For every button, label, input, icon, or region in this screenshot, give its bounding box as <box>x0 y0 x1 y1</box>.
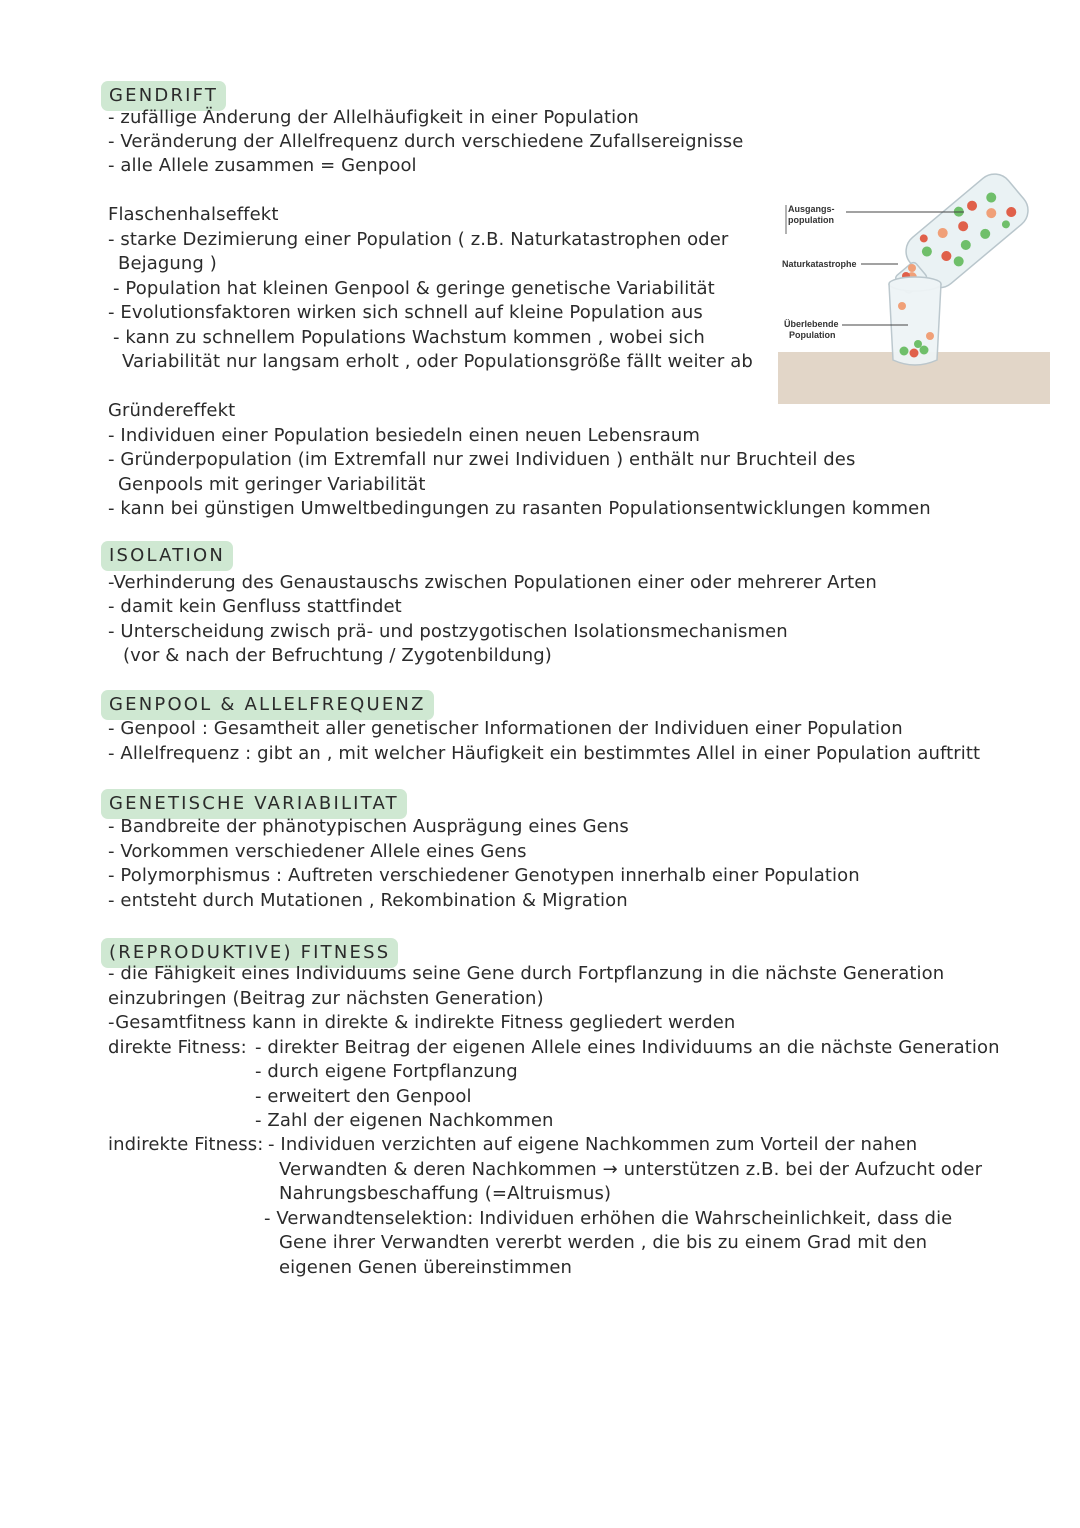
indirect-fitness-label: indirekte Fitness: <box>108 1134 264 1155</box>
flaschenhals-line: - kann zu schnellem Populations Wachstum kommen , wobei sich <box>113 327 705 348</box>
variabilitaet-line: - Polymorphismus : Auftreten verschiedener Genotypen innerhalb einer Population <box>108 865 860 886</box>
isolation-line: - damit kein Genfluss stattfindet <box>108 596 402 617</box>
label-ausgangspopulation-2: population <box>788 215 834 225</box>
gruender-title: Gründereffekt <box>108 400 236 421</box>
fitness-line: einzubringen (Beitrag zur nächsten Generation) <box>108 988 544 1009</box>
heading-genpool: GENPOOL & ALLELFREQUENZ <box>101 690 434 720</box>
isolation-line: -Verhinderung des Genaustauschs zwischen Populationen einer oder mehrerer Arten <box>108 572 877 593</box>
indirect-fitness-line: - Individuen verzichten auf eigene Nachkommen zum Vorteil der nahen <box>268 1134 918 1155</box>
label-naturkatastrophe: Naturkatastrophe <box>782 259 857 269</box>
direct-fitness-line: - Zahl der eigenen Nachkommen <box>255 1110 554 1131</box>
indirect-fitness-line: - Verwandtenselektion: Individuen erhöhen die Wahrscheinlichkeit, dass die <box>264 1208 953 1229</box>
direct-fitness-label: direkte Fitness: <box>108 1037 247 1058</box>
glass-icon <box>889 277 941 365</box>
heading-variabilitaet: GENETISCHE VARIABILITAT <box>101 789 407 819</box>
flaschenhals-line: - starke Dezimierung einer Population ( z.B. Naturkatastrophen oder <box>108 229 729 250</box>
gruender-line: - Individuen einer Population besiedeln einen neuen Lebensraum <box>108 425 701 446</box>
flaschenhals-line: Bejagung ) <box>118 253 217 274</box>
label-ueberlebende-2: Population <box>789 330 836 340</box>
indirect-fitness-line: Verwandten & deren Nachkommen → unterstützen z.B. bei der Aufzucht oder <box>279 1159 983 1180</box>
heading-fitness: (REPRODUKTIVE) FITNESS <box>101 938 398 968</box>
gendrift-line: - alle Allele zusammen = Genpool <box>108 155 417 176</box>
heading-gendrift: GENDRIFT <box>101 81 226 111</box>
indirect-fitness-line: eigenen Genen übereinstimmen <box>279 1257 573 1278</box>
flaschenhals-line: - Population hat kleinen Genpool & geringe genetische Variabilität <box>113 278 715 299</box>
gruender-line: Genpools mit geringer Variabilität <box>118 474 426 495</box>
flaschenhals-line: Variabilität nur langsam erholt , oder Populationsgröße fällt weiter ab <box>122 351 753 372</box>
variabilitaet-line: - Vorkommen verschiedener Allele eines Gens <box>108 841 527 862</box>
genpool-line: - Genpool : Gesamtheit aller genetischer Informationen der Individuen einer Population <box>108 718 903 739</box>
indirect-fitness-line: Gene ihrer Verwandten vererbt werden , die bis zu einem Grad mit den <box>279 1232 928 1253</box>
gendrift-line: - zufällige Änderung der Allelhäufigkeit in einer Population <box>108 107 639 128</box>
gruender-line: - kann bei günstigen Umweltbedingungen zu rasanten Populationsentwicklungen kommen <box>108 498 931 519</box>
direct-fitness-line: - erweitert den Genpool <box>255 1086 472 1107</box>
fitness-line: - die Fähigkeit eines Individuums seine Gene durch Fortpflanzung in die nächste Generation <box>108 963 945 984</box>
variabilitaet-line: - entsteht durch Mutationen , Rekombination & Migration <box>108 890 628 911</box>
flaschenhals-title: Flaschenhalseffekt <box>108 204 279 225</box>
gruender-line: - Gründerpopulation (im Extremfall nur zwei Individuen ) enthält nur Bruchteil des <box>108 449 856 470</box>
isolation-line: (vor & nach der Befruchtung / Zygotenbildung) <box>123 645 552 666</box>
isolation-line: - Unterscheidung zwisch prä- und postzygotischen Isolationsmechanismen <box>108 621 788 642</box>
heading-isolation: ISOLATION <box>101 541 233 571</box>
direct-fitness-line: - durch eigene Fortpflanzung <box>255 1061 518 1082</box>
label-ausgangspopulation-1: Ausgangs- <box>788 204 835 214</box>
gendrift-line: - Veränderung der Allelfrequenz durch verschiedene Zufallsereignisse <box>108 131 744 152</box>
label-ueberlebende-1: Überlebende <box>784 319 839 329</box>
indirect-fitness-line: Nahrungsbeschaffung (=Altruismus) <box>279 1183 612 1204</box>
genpool-line: - Allelfrequenz : gibt an , mit welcher Häufigkeit ein bestimmtes Allel in einer Population auftritt <box>108 743 981 764</box>
direct-fitness-line: - direkter Beitrag der eigenen Allele eines Individuums an die nächste Generation <box>255 1037 1000 1058</box>
flaschenhals-line: - Evolutionsfaktoren wirken sich schnell auf kleine Population aus <box>108 302 703 323</box>
bottleneck-illustration <box>778 150 1050 404</box>
variabilitaet-line: - Bandbreite der phänotypischen Ausprägung eines Gens <box>108 816 629 837</box>
fitness-line: -Gesamtfitness kann in direkte & indirekte Fitness gegliedert werden <box>108 1012 736 1033</box>
